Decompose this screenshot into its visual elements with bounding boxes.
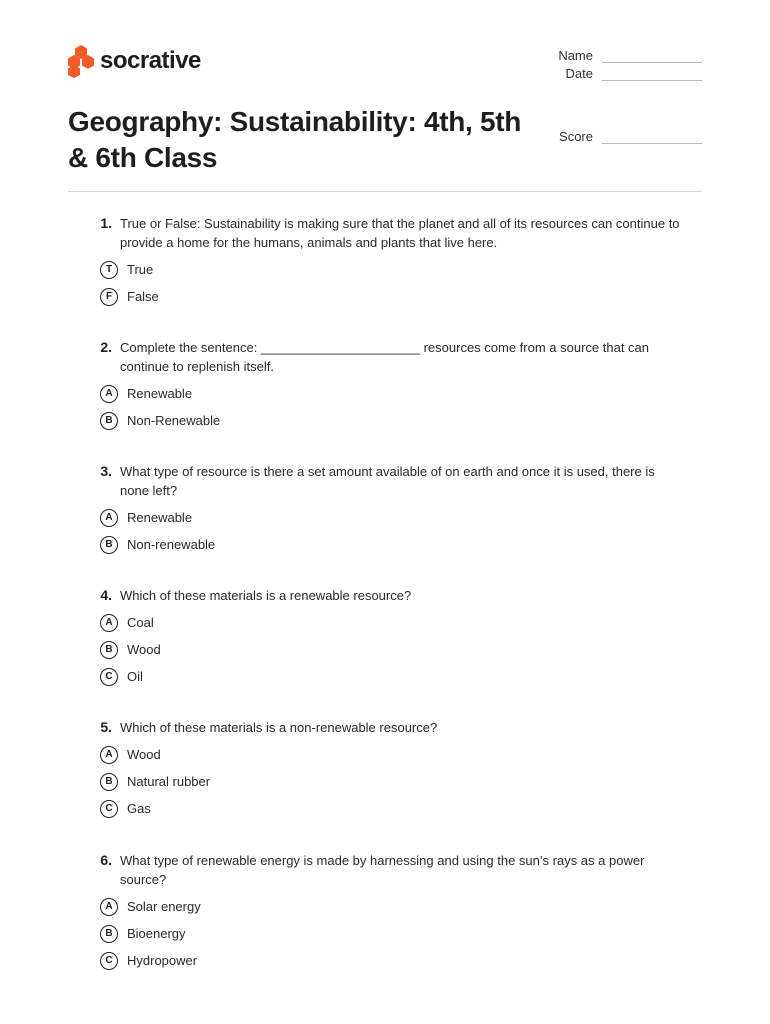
option-text: Renewable: [127, 510, 193, 525]
answer-option-b[interactable]: [68, 531, 702, 558]
answer-option-a[interactable]: [68, 504, 702, 531]
question-number: 4.: [100, 587, 112, 603]
question-3: [68, 462, 702, 558]
option-letter-badge: B: [100, 412, 118, 430]
option-text: Non-Renewable: [127, 413, 221, 428]
socrative-logo-icon: [68, 44, 94, 78]
question-number: 2.: [100, 339, 112, 355]
name-label: Name: [558, 48, 593, 63]
question-number: 1.: [100, 215, 112, 231]
option-letter-badge: A: [100, 746, 118, 764]
option-text: False: [127, 289, 159, 304]
option-text: Oil: [127, 669, 143, 684]
date-line: [602, 68, 702, 81]
question-text: True or False: Sustainability is making sure that the planet and all of its resources can continue to provide a home for the humans, animals and plants that live here.: [120, 216, 680, 250]
answer-option-c[interactable]: [68, 795, 702, 822]
answer-option-b[interactable]: [68, 407, 702, 434]
option-letter-badge: C: [100, 952, 118, 970]
option-letter-badge: A: [100, 898, 118, 916]
option-letter-badge: B: [100, 773, 118, 791]
brand-name: socrative: [100, 47, 201, 74]
question-number: 5.: [100, 719, 112, 735]
score-line: [602, 131, 702, 144]
question-4: [68, 586, 702, 690]
option-text: Hydropower: [127, 953, 198, 968]
answer-option-a[interactable]: [68, 741, 702, 768]
answer-option-a[interactable]: [68, 609, 702, 636]
name-field: [533, 48, 702, 63]
option-letter-badge: B: [100, 925, 118, 943]
question-text: Complete the sentence: ______________________ resources come from a source that can continue to replenish itself.: [120, 340, 650, 374]
answer-option-b[interactable]: [68, 920, 702, 947]
option-text: Wood: [127, 747, 161, 762]
option-letter-badge: A: [100, 509, 118, 527]
option-text: Coal: [127, 615, 154, 630]
option-text: Solar energy: [127, 899, 201, 914]
date-field: [533, 66, 702, 81]
option-text: Bioenergy: [127, 926, 186, 941]
option-text: Wood: [127, 642, 161, 657]
question-text: Which of these materials is a non-renewable resource?: [120, 720, 438, 735]
answer-option-a[interactable]: [68, 380, 702, 407]
question-1: [68, 214, 702, 310]
answer-option-f[interactable]: [68, 283, 702, 310]
option-letter-badge: A: [100, 614, 118, 632]
question-text: What type of renewable energy is made by harnessing and using the sun’s rays as a power source?: [120, 853, 645, 887]
option-text: True: [127, 262, 154, 277]
answer-option-b[interactable]: [68, 768, 702, 795]
question-5: [68, 718, 702, 822]
header-divider: [68, 191, 702, 192]
score-field: [533, 129, 702, 144]
question-number: 6.: [100, 852, 112, 868]
option-letter-badge: B: [100, 641, 118, 659]
answer-option-b[interactable]: [68, 636, 702, 663]
question-text: Which of these materials is a renewable resource?: [120, 588, 412, 603]
option-text: Non-renewable: [127, 537, 216, 552]
question-text: What type of resource is there a set amount available of on earth and once it is used, there is none left?: [120, 464, 655, 498]
option-letter-badge: F: [100, 288, 118, 306]
name-line: [602, 50, 702, 63]
option-letter-badge: C: [100, 668, 118, 686]
option-letter-badge: T: [100, 261, 118, 279]
score-label: Score: [559, 129, 593, 144]
page-title: Geography: Sustainability: 4th, 5th & 6th Class: [68, 106, 522, 173]
question-6: [68, 851, 702, 974]
option-text: Natural rubber: [127, 774, 211, 789]
socrative-logo: [68, 44, 201, 78]
question-number: 3.: [100, 463, 112, 479]
answer-option-a[interactable]: [68, 893, 702, 920]
option-text: Gas: [127, 801, 151, 816]
question-2: [68, 338, 702, 434]
option-letter-badge: B: [100, 536, 118, 554]
option-letter-badge: A: [100, 385, 118, 403]
answer-option-c[interactable]: [68, 947, 702, 974]
option-text: Renewable: [127, 386, 193, 401]
answer-option-t[interactable]: [68, 256, 702, 283]
date-label: Date: [565, 66, 593, 81]
answer-option-c[interactable]: [68, 663, 702, 690]
option-letter-badge: C: [100, 800, 118, 818]
